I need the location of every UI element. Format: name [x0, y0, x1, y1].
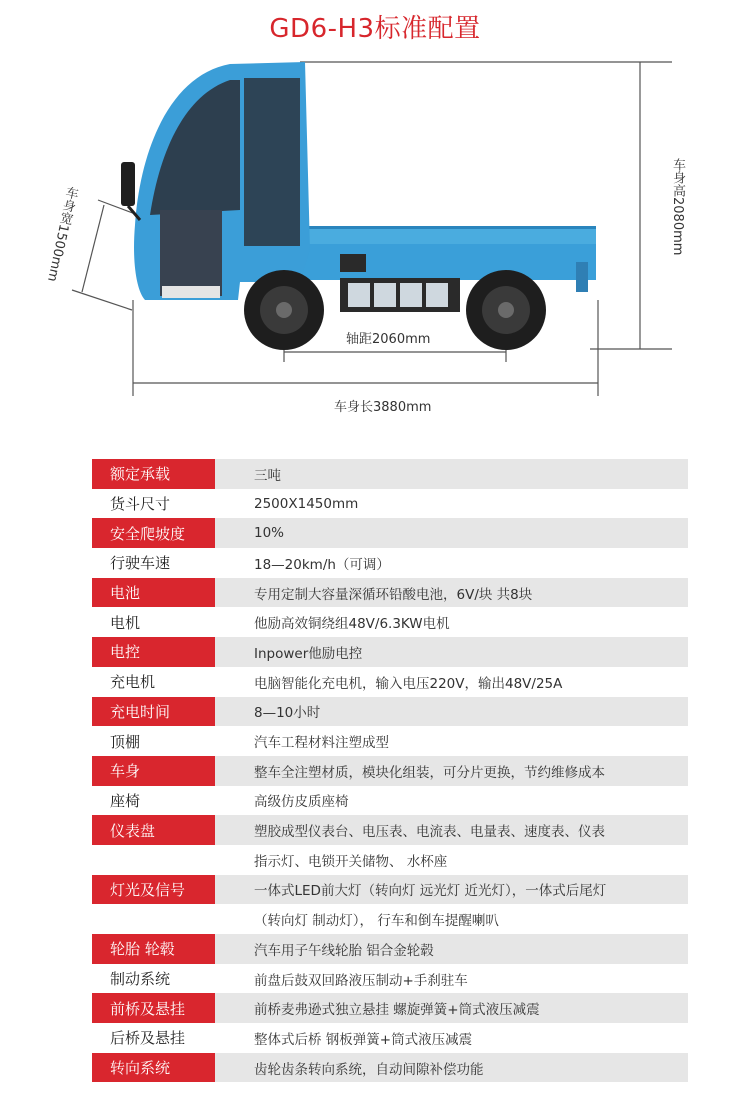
spec-label: 前桥及悬挂	[92, 993, 215, 1023]
rear-wheel	[466, 270, 546, 350]
spec-row	[92, 756, 688, 786]
spec-value: 汽车工程材料注塑成型	[254, 735, 389, 752]
spec-value: 齿轮齿条转向系统，自动间隙补偿功能	[254, 1061, 484, 1078]
spec-value: 指示灯、电锁开关储物、 水杯座	[254, 853, 448, 870]
spec-row	[92, 1053, 688, 1083]
spec-value: 他励高效铜绕组48V/6.3KW电机	[254, 616, 450, 633]
spec-row	[92, 489, 688, 519]
spec-value: 专用定制大容量深循环铅酸电池，6V/块 共8块	[254, 586, 533, 603]
spec-value: 一体式LED前大灯（转向灯 远光灯 近光灯），一体式后尾灯	[254, 883, 607, 900]
spec-label: 充电机	[110, 673, 156, 692]
spec-row	[92, 786, 688, 816]
spec-row	[92, 993, 688, 1023]
spec-row	[92, 875, 688, 905]
spec-row	[92, 726, 688, 756]
spec-table	[92, 459, 688, 1082]
spec-value: Inpower他励电控	[254, 645, 363, 662]
spec-row	[92, 845, 688, 875]
spec-label: 灯光及信号	[92, 875, 215, 905]
spec-label: 转向系统	[92, 1053, 215, 1083]
spec-value: 前盘后鼓双回路液压制动+手刹驻车	[254, 972, 468, 989]
spec-row	[92, 637, 688, 667]
spec-value: 18—20km/h（可调）	[254, 556, 390, 573]
vehicle-cab	[121, 62, 310, 300]
spec-label: 安全爬坡度	[92, 518, 215, 548]
spec-label: 电控	[92, 637, 215, 667]
spec-label: 额定承载	[92, 459, 215, 489]
spec-value: 前桥麦弗逊式独立悬挂 螺旋弹簧+筒式液压减震	[254, 1002, 540, 1019]
vehicle-figure	[0, 0, 750, 440]
spec-value: 高级仿皮质座椅	[254, 794, 349, 811]
front-wheel	[244, 270, 324, 350]
spec-value: 整车全注塑材质，模块化组装，可分片更换，节约维修成本	[254, 764, 605, 781]
spec-row	[92, 815, 688, 845]
spec-label: 电池	[92, 578, 215, 608]
spec-label: 轮胎 轮毂	[92, 934, 215, 964]
height-dimension-label: 车身高2080mm	[670, 158, 685, 256]
spec-row	[92, 607, 688, 637]
spec-row	[92, 904, 688, 934]
spec-label: 货斗尺寸	[110, 495, 171, 514]
spec-label: 电机	[110, 613, 141, 632]
page-title: GD6-H3标准配置	[269, 14, 481, 44]
spec-label: 顶棚	[110, 732, 141, 751]
spec-row	[92, 697, 688, 727]
wheelbase-dimension-label: 轴距2060mm	[346, 332, 431, 347]
spec-label: 后桥及悬挂	[110, 1029, 186, 1048]
spec-value: 汽车用子午线轮胎 铝合金轮毂	[254, 942, 434, 959]
spec-row	[92, 518, 688, 548]
spec-row	[92, 548, 688, 578]
spec-value: 整体式后桥 钢板弹簧+筒式液压减震	[254, 1031, 473, 1048]
length-dimension-label: 车身长3880mm	[334, 400, 432, 415]
vehicle-diagram	[0, 0, 750, 440]
spec-row	[92, 934, 688, 964]
spec-value: 10%	[254, 525, 285, 542]
spec-label: 仪表盘	[92, 815, 215, 845]
spec-value: 三吨	[254, 467, 281, 484]
spec-value: 8—10小时	[254, 705, 321, 722]
spec-row	[92, 578, 688, 608]
spec-row	[92, 1023, 688, 1053]
spec-label: 车身	[92, 756, 215, 786]
spec-label: 行驶车速	[110, 554, 171, 573]
spec-row	[92, 964, 688, 994]
spec-label: 座椅	[110, 791, 141, 810]
spec-value: 电脑智能化充电机，输入电压220V，输出48V/25A	[254, 675, 563, 692]
spec-value: 2500X1450mm	[254, 495, 359, 512]
spec-row	[92, 667, 688, 697]
spec-label: 制动系统	[110, 970, 171, 989]
spec-value: 塑胶成型仪表台、电压表、电流表、电量表、速度表、仪表	[254, 824, 605, 841]
spec-row	[92, 459, 688, 489]
width-dimension-label: 车身宽1500mm	[44, 184, 79, 283]
battery-box	[340, 278, 460, 312]
spec-value: （转向灯 制动灯）， 行车和倒车提醒喇叭	[254, 913, 499, 930]
spec-label: 充电时间	[92, 697, 215, 727]
